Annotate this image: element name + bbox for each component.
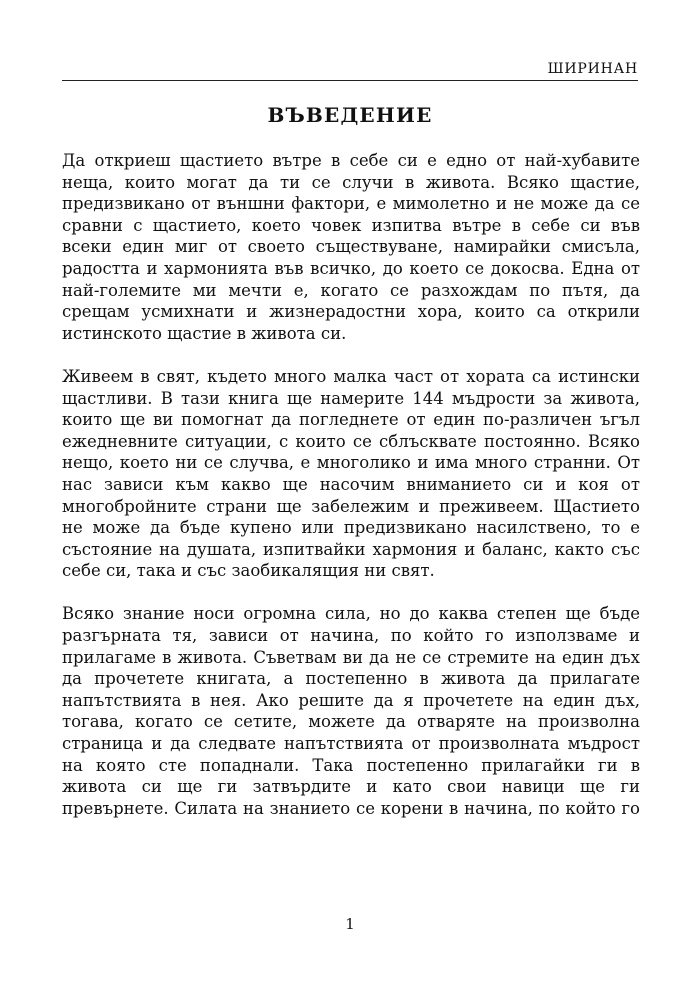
paragraph-3: Всяко знание носи огромна сила, но до каква степен ще бъде разгърната тя, зависи от начина, по който го използваме и прилагаме в живота. Съветвам ви да не се стремите на един дъх да прочетете книгата, а постепенно в живота да прилагате напътствията в нея. Ако решите да я прочетете на един дъх, тогава, когато се сетите, можете да отваряте на произволна страница и да следвате напътствията от произволната мъдрост на която сте попаднали. Така постепенно прилагайки ги в живота си ще ги затвърдите и като свои навици ще ги превърнете. Силата на знанието се корени в начина, по който го: [62, 604, 640, 818]
running-header: ШИРИНАН: [547, 61, 638, 77]
header-rule: [62, 80, 638, 81]
paragraph-1: Да откриеш щастието вътре в себе си е едно от най-хубавите неща, които могат да ти се случи в живота. Всяко щастие, предизвикано от външни фактори, е мимолетно и не може да се сравни с щастието, което човек изпитва вътре в себе си във всеки един миг от своето съществуване, намирайки смисъла, радостта и хармонията във всичко, до което се докосва. Една от най-големите ми мечти е, когато се разхождам по пътя, да срещам усмихнати и жизнерадостни хора, които са открили истинското щастие в живота си.: [62, 151, 640, 343]
body-text: [62, 150, 640, 819]
paragraph-2: Живеем в свят, където много малка част от хората са истински щастливи. В тази книга ще намерите 144 мъдрости за живота, които ще ви помогнат да погледнете от един по-различен ъгъл ежедневните ситуации, с които се сблъсквате постоянно. Всяко нещо, което ни се случва, е многолико и има много странни. От нас зависи към какво ще насочим вниманието си и коя от многобройните страни ще забележим и преживеем. Щастието не може да бъде купено или предизвикано насилствено, то е състояние на душата, изпитвайки хармония и баланс, както със себе си, така и със заобикалящия ни свят.: [62, 366, 640, 581]
page-number: 1: [345, 915, 355, 933]
page-title: ВЪВЕДЕНИЕ: [267, 103, 433, 127]
